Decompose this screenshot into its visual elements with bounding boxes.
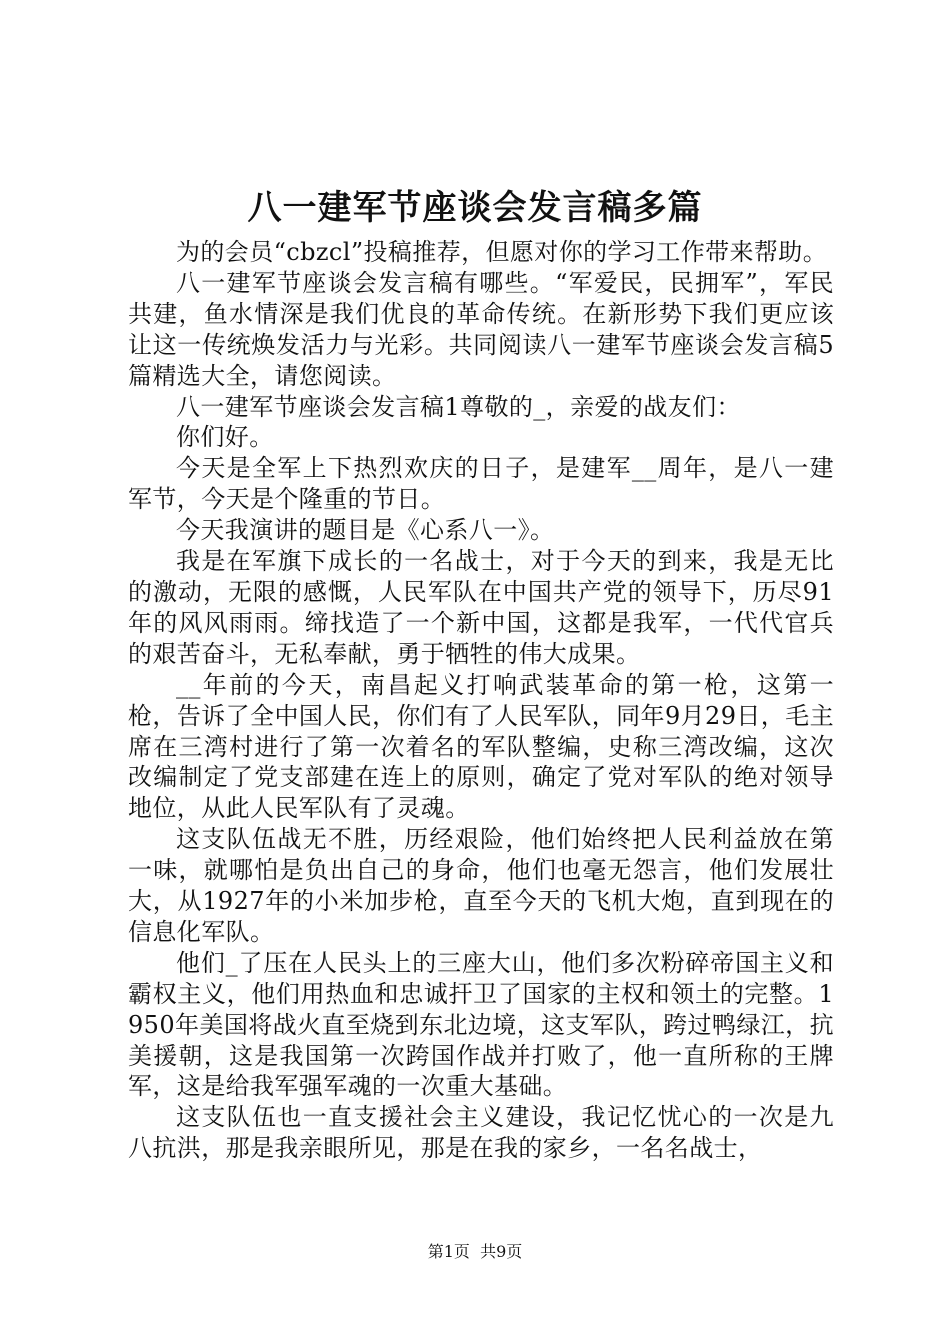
paragraph: 你们好。 xyxy=(176,423,274,452)
paragraph: 我是在军旗下成长的一名战士，对于今天的到来，我是无比的激动，无限的感慨，人民军队在中国共产党的领导下，历尽91年的风风雨雨。缔找造了一个新中国，这都是我军，一代代官兵的艰苦奋斗，无私奉献，勇于牺牲的伟大成果。 xyxy=(128,547,834,668)
paragraph: __年前的今天，南昌起义打响武装革命的第一枪，这第一枪，告诉了全中国人民，你们有了人民军队，同年9月29日，毛主席在三湾村进行了第一次着名的军队整编，史称三湾改编，这次改编制定了党支部建在连上的原则，确定了党对军队的绝对领导地位，从此人民军队有了灵魂。 xyxy=(128,670,834,823)
document-body xyxy=(128,237,834,1164)
paragraph: 为的会员“cbzcl”投稿推荐，但愿对你的学习工作带来帮助。 xyxy=(176,238,828,266)
document-title: 八一建军节座谈会发言稿多篇 xyxy=(247,188,703,228)
paragraph: 他们_了压在人民头上的三座大山，他们多次粉碎帝国主义和霸权主义，他们用热血和忠诚扞卫了国家的主权和领土的完整。1950年美国将战火直至烧到东北边境，这支军队，跨过鸭绿江，抗美援朝，这是我国第一次跨国作战并打败了，他一直所称的王牌军，这是给我军强军魂的一次重大基础。 xyxy=(128,948,834,1101)
paragraph: 八一建军节座谈会发言稿1尊敬的_，亲爱的战友们： xyxy=(176,392,741,421)
page-footer xyxy=(0,1240,950,1264)
paragraph: 八一建军节座谈会发言稿有哪些。“军爱民，民拥军”，军民共建，鱼水情深是我们优良的革命传统。在新形势下我们更应该让这一传统焕发活力与光彩。共同阅读八一建军节座谈会发言稿5篇精选大全，请您阅读。 xyxy=(128,268,834,390)
paragraph: 这支队伍也一直支援社会主义建设，我记忆忧心的一次是九八抗洪，那是我亲眼所见，那是在我的家乡，一名名战士， xyxy=(128,1103,834,1163)
paragraph: 今天我演讲的题目是《心系八一》。 xyxy=(176,516,555,545)
paragraph: 今天是全军上下热烈欢庆的日子，是建军__周年，是八一建军节，今天是个隆重的节日。 xyxy=(128,454,834,514)
paragraph: 这支队伍战无不胜，历经艰险，他们始终把人民利益放在第一味，就哪怕是负出自己的身命，他们也毫无怨言，他们发展壮大，从1927年的小米加步枪，直至今天的飞机大炮，直到现在的信息化军队。 xyxy=(128,825,834,946)
page-number: 第1页 共9页 xyxy=(427,1242,523,1261)
